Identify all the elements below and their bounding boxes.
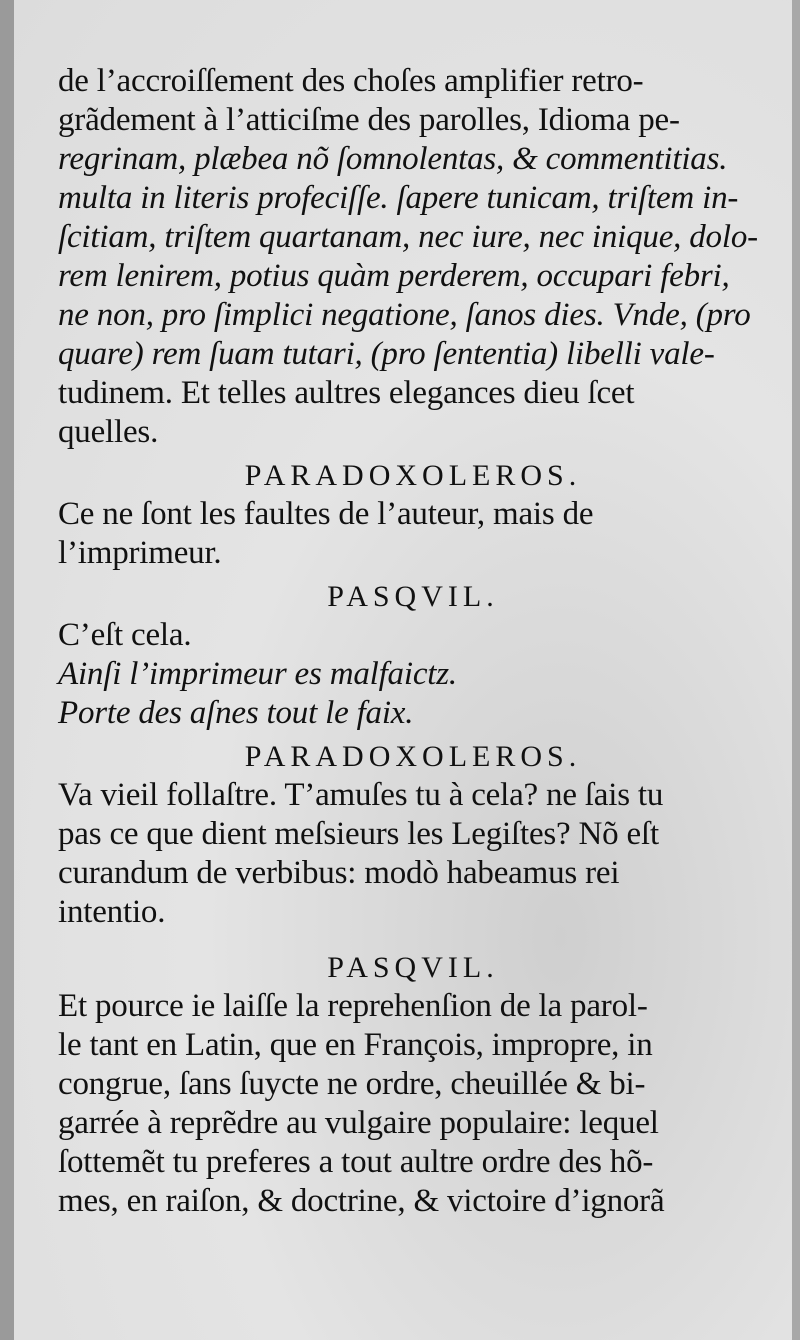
text-line: curandum de verbibus: modò habeamus rei xyxy=(58,855,620,891)
text-line: quelles. xyxy=(58,414,159,450)
speaker-name: PASQVIL. xyxy=(327,951,499,984)
text-line: mes, en raiſon, & doctrine, & victoire d’ignorã xyxy=(58,1183,665,1219)
text-line: pas ce que dient meſsieurs les Legiſtes? Nõ eſt xyxy=(58,816,659,852)
spacer xyxy=(58,932,768,944)
text-line: intentio. xyxy=(58,894,166,930)
text-line: C’eſt cela. xyxy=(58,617,192,653)
text-line: ſottemẽt tu preferes a tout aultre ordre des hõ- xyxy=(58,1144,654,1180)
text-line: Ainſi l’imprimeur es malfaictz. xyxy=(58,656,457,692)
text-line: ne non, pro ſimplici negatione, ſanos dies. Vnde, (pro xyxy=(58,297,751,333)
text-line: regrinam, plæbea nõ ſomnolentas, & commentitias. xyxy=(58,141,728,177)
text-line: l’imprimeur. xyxy=(58,535,222,571)
speaker-name: PARADOXOLEROS. xyxy=(244,459,582,492)
text-line: quare) rem ſuam tutari, (pro ſententia) libelli vale- xyxy=(58,336,715,372)
text-line: garrée à reprẽdre au vulgaire populaire: lequel xyxy=(58,1105,659,1141)
text-line: congrue, ſans ſuycte ne ordre, cheuillée & bi- xyxy=(58,1066,646,1102)
text-line: rem lenirem, potius quàm perderem, occupari febri, xyxy=(58,258,730,294)
speaker-name: PARADOXOLEROS. xyxy=(244,740,582,773)
text-line: tudinem. Et telles aultres elegances dieu ſcet xyxy=(58,375,635,411)
speaker-name: PASQVIL. xyxy=(327,580,499,613)
text-line: de l’accroiſſement des choſes amplifier retro- xyxy=(58,63,644,99)
page-edge-left xyxy=(0,0,14,1340)
page-text xyxy=(58,62,768,1221)
text-line: ſcitiam, triſtem quartanam, nec iure, nec inique, dolo- xyxy=(58,219,758,255)
text-line: le tant en Latin, que en François, impropre, in xyxy=(58,1027,653,1063)
page-edge-right xyxy=(792,0,800,1340)
text-line: Va vieil follaſtre. T’amuſes tu à cela? ne ſais tu xyxy=(58,777,664,813)
text-line: multa in literis profeciſſe. ſapere tunicam, triſtem in- xyxy=(58,180,739,216)
text-line: Ce ne ſont les faultes de l’auteur, mais de xyxy=(58,496,594,532)
text-line: Porte des aſnes tout le faix. xyxy=(58,695,414,731)
text-line: Et pource ie laiſſe la reprehenſion de la parol- xyxy=(58,988,648,1024)
text-line: grãdement à l’atticiſme des parolles, Idioma pe- xyxy=(58,102,680,138)
